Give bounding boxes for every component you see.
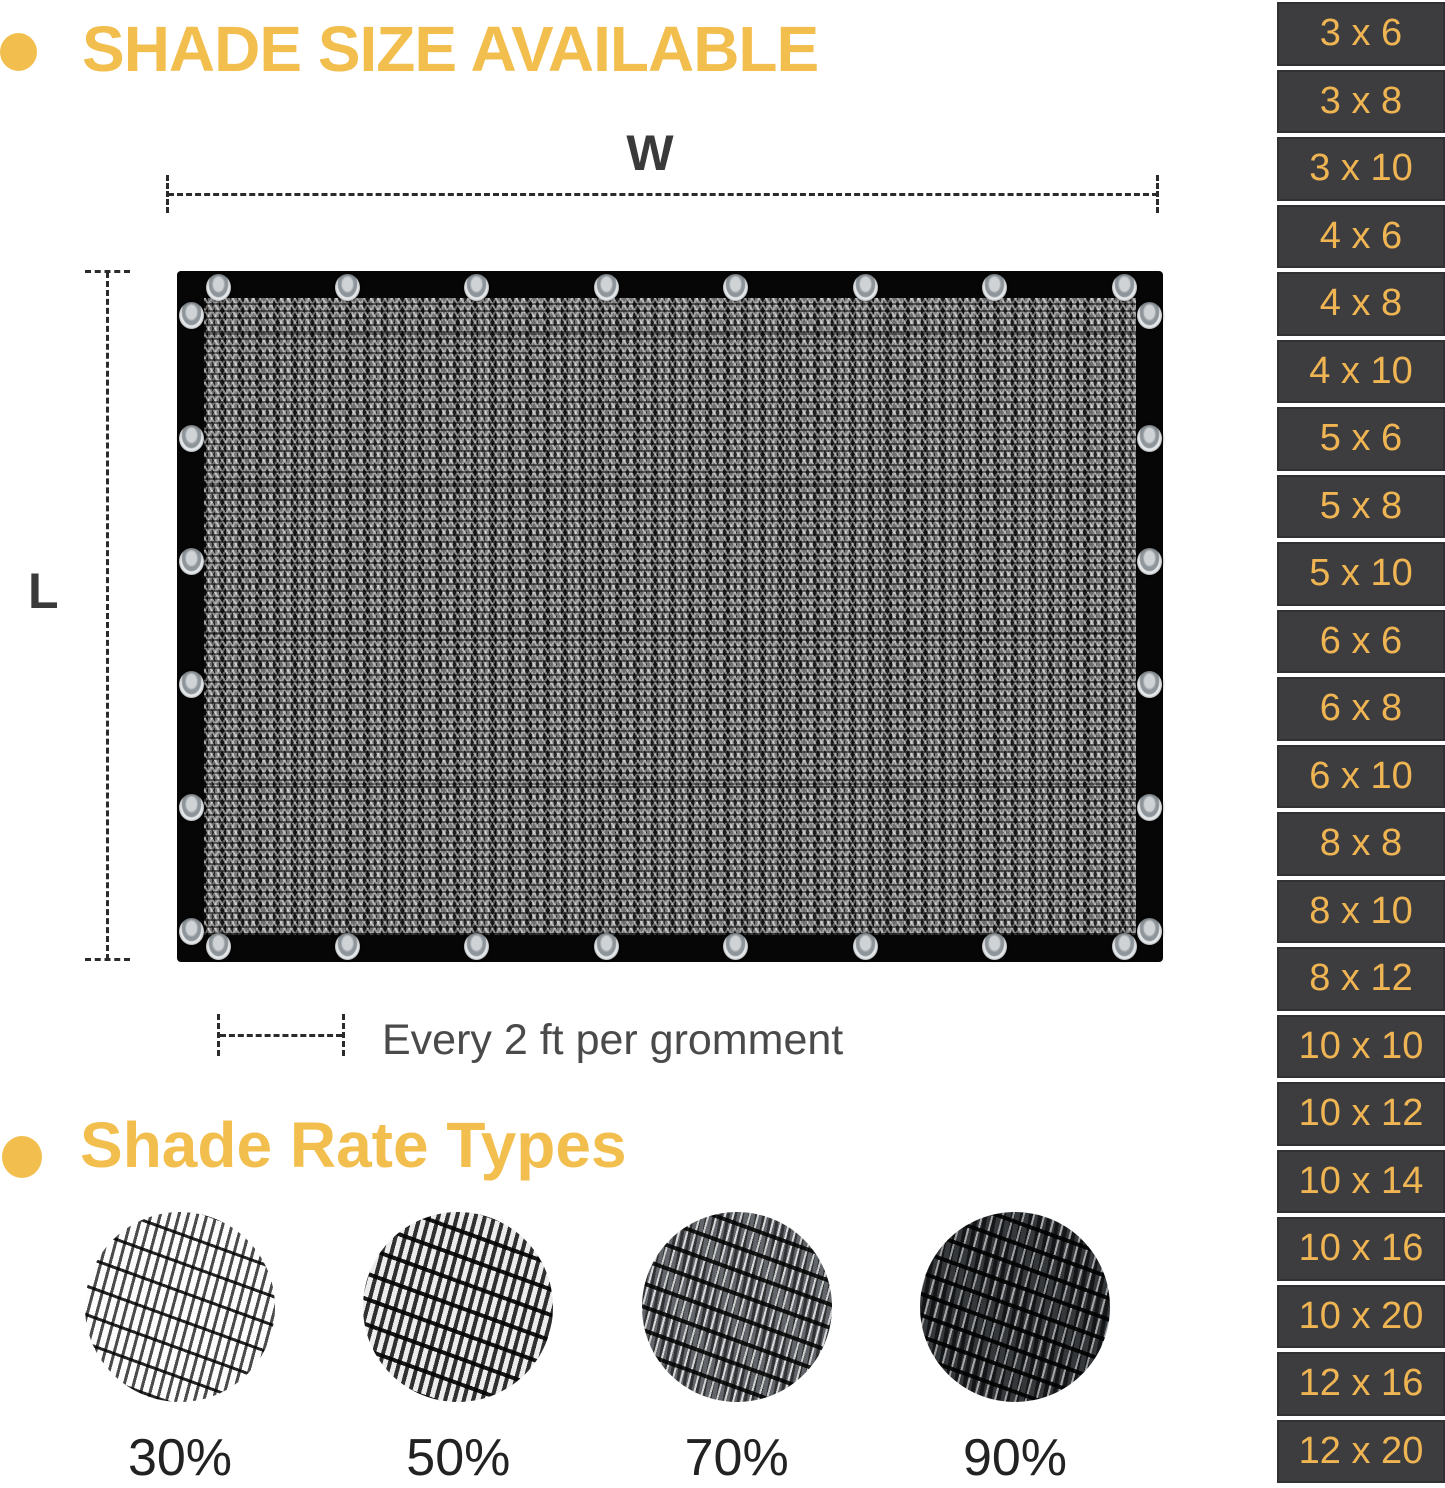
shade-rate-row xyxy=(85,1212,1110,1488)
size-option: 8 x 12 xyxy=(1277,947,1445,1011)
size-option: 3 x 8 xyxy=(1277,70,1445,134)
grommet xyxy=(1137,302,1162,329)
size-option: 5 x 6 xyxy=(1277,407,1445,471)
bullet-icon xyxy=(0,33,37,71)
grommet xyxy=(1137,918,1162,945)
size-option: 3 x 6 xyxy=(1277,2,1445,66)
shade-rate-swatch xyxy=(363,1212,553,1402)
length-dimension-tick-bottom xyxy=(85,958,130,961)
size-option: 3 x 10 xyxy=(1277,137,1445,201)
shade-rate-label: 50% xyxy=(406,1429,511,1487)
grommet xyxy=(1137,671,1162,698)
grommet xyxy=(179,302,204,329)
grommet xyxy=(1137,794,1162,821)
length-dimension-label: L xyxy=(28,563,59,619)
grommet xyxy=(594,274,619,301)
size-option: 5 x 8 xyxy=(1277,475,1445,539)
grommet-spacing-line xyxy=(220,1034,342,1037)
shade-rate-swatch xyxy=(85,1212,275,1402)
grommet xyxy=(594,933,619,960)
grommet xyxy=(853,274,878,301)
width-dimension-line xyxy=(168,193,1158,196)
grommet xyxy=(335,933,360,960)
shade-net xyxy=(177,271,1163,962)
grommet xyxy=(206,274,231,301)
width-dimension-tick-right xyxy=(1156,175,1159,213)
shade-rate-item xyxy=(642,1212,832,1488)
grommet xyxy=(1112,933,1137,960)
shade-rate-item xyxy=(363,1212,553,1488)
shade-size-title: SHADE SIZE AVAILABLE xyxy=(82,13,819,85)
grommet xyxy=(464,933,489,960)
size-option: 10 x 12 xyxy=(1277,1082,1445,1146)
length-dimension-line xyxy=(106,272,109,960)
grommet xyxy=(179,425,204,452)
size-option: 4 x 6 xyxy=(1277,205,1445,269)
size-option: 10 x 20 xyxy=(1277,1285,1445,1349)
size-option: 6 x 8 xyxy=(1277,677,1445,741)
grommet xyxy=(1112,274,1137,301)
size-option: 12 x 20 xyxy=(1277,1420,1445,1484)
width-dimension-label: W xyxy=(626,125,674,181)
shade-rate-label: 30% xyxy=(127,1429,233,1487)
grommet xyxy=(179,794,204,821)
grommet xyxy=(179,548,204,575)
shade-rate-label: 90% xyxy=(962,1429,1068,1487)
grommet-spacing-note: Every 2 ft per gromment xyxy=(382,1016,844,1064)
grommet xyxy=(206,933,231,960)
grommet xyxy=(982,274,1007,301)
grommet xyxy=(179,918,204,945)
grommet xyxy=(179,671,204,698)
size-option: 5 x 10 xyxy=(1277,542,1445,606)
length-dimension-tick-top xyxy=(85,270,130,273)
shade-rate-label: 70% xyxy=(684,1429,789,1487)
bullet-icon xyxy=(2,1136,42,1178)
shade-rate-title: Shade Rate Types xyxy=(80,1109,627,1181)
grommet xyxy=(1137,548,1162,575)
grommet xyxy=(723,933,748,960)
grommet xyxy=(464,274,489,301)
shade-rate-item xyxy=(920,1212,1110,1488)
size-option: 10 x 10 xyxy=(1277,1015,1445,1079)
shade-rate-swatch xyxy=(642,1212,832,1402)
shade-net-mesh xyxy=(204,298,1136,935)
size-option: 6 x 6 xyxy=(1277,610,1445,674)
grommet xyxy=(853,933,878,960)
size-option: 10 x 16 xyxy=(1277,1217,1445,1281)
grommet xyxy=(335,274,360,301)
grommet xyxy=(723,274,748,301)
size-option: 6 x 10 xyxy=(1277,745,1445,809)
shade-rate-swatch xyxy=(920,1212,1110,1402)
shade-rate-item xyxy=(85,1212,275,1488)
size-option: 4 x 8 xyxy=(1277,272,1445,336)
size-list xyxy=(1277,2,1445,1487)
size-option: 12 x 16 xyxy=(1277,1352,1445,1416)
size-option: 8 x 10 xyxy=(1277,880,1445,944)
size-option: 4 x 10 xyxy=(1277,340,1445,404)
grommet xyxy=(982,933,1007,960)
width-dimension-tick-left xyxy=(166,175,169,213)
size-option: 8 x 8 xyxy=(1277,812,1445,876)
grommet-spacing-tick-right xyxy=(342,1014,345,1056)
grommet xyxy=(1137,425,1162,452)
size-option: 10 x 14 xyxy=(1277,1150,1445,1214)
